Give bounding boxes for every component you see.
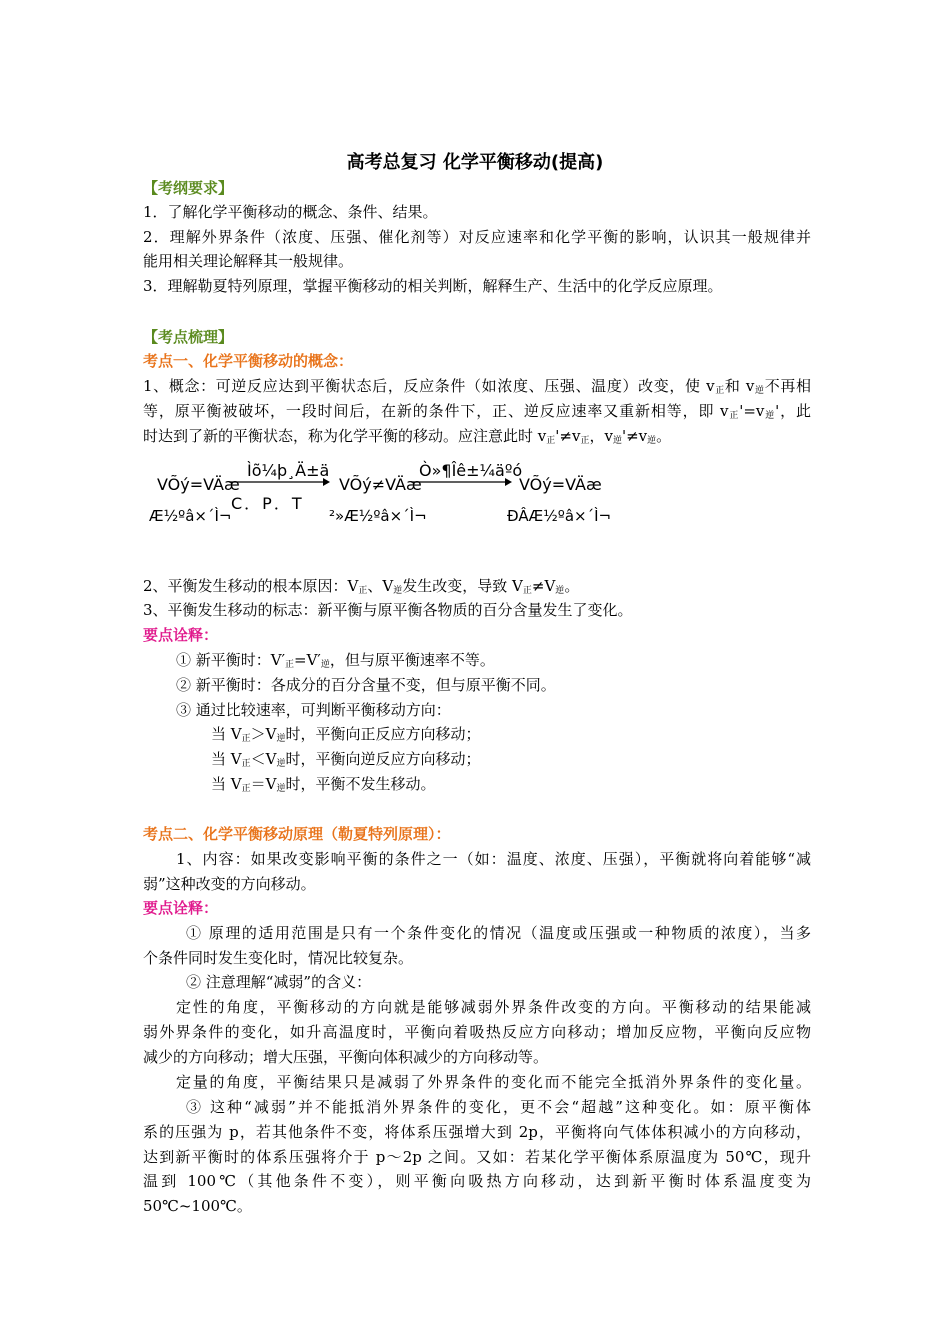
concept-line-3: 时达到了新的平衡状态，称为化学平衡的移动。应注意此时 $v_正'\ne v_正$，$v_逆'\ne v_逆$。 bbox=[143, 427, 672, 446]
qualitative-line-3: 减少的方向移动；增大压强，平衡向体积减少的方向移动等。 bbox=[143, 1048, 549, 1066]
qualitative-line-2: 弱外界条件的变化，如升高温度时，平衡向着吸热反应方向移动；增加反应物，平衡向反应物 bbox=[143, 1023, 811, 1041]
equilibrium-shift-diagram bbox=[143, 455, 663, 535]
concept-line-2: 等，原平衡被破坏，一段时间后，在新的条件下，正、逆反应速率又重新相等，即 $v_正'=v_逆'$，此 bbox=[143, 402, 811, 421]
notes-heading-1: 要点诠释： bbox=[143, 626, 219, 644]
shift-reason: 2、平衡发生移动的根本原因：$V_正$、$V_逆$发生改变，导致 $V_正\ne V_逆$。 bbox=[143, 577, 580, 596]
syllabus-item-1: 1．了解化学平衡移动的概念、条件、结果。 bbox=[143, 203, 438, 221]
compare-1: 当 $V_正>V_逆$时，平衡向正反应方向移动； bbox=[211, 725, 481, 744]
principle-note-3-line-4: 温到 100℃（其他条件不变），则平衡向吸热方向移动，达到新平衡时体系温度变为 bbox=[143, 1172, 811, 1190]
state2-bottom-label: ²»Æ½ºâ×´Ì¬ bbox=[329, 507, 427, 525]
review-heading: 【考点梳理】 bbox=[143, 328, 234, 346]
principle-note-3-line-5: 50℃~100℃。 bbox=[143, 1197, 252, 1215]
syllabus-item-3: 3．理解勒夏特列原理，掌握平衡移动的相关判断，解释生产、生活中的化学反应原理。 bbox=[143, 277, 723, 295]
arrow2-top-label: Ò»¶Îê±¼äºó bbox=[419, 461, 523, 480]
state1-top-label: VÕý=VÄæ bbox=[157, 475, 240, 494]
shift-sign: 3、平衡发生移动的标志：新平衡与原平衡各物质的百分含量发生了变化。 bbox=[143, 601, 633, 619]
qualitative-line-1: 定性的角度，平衡移动的方向就是能够减弱外界条件改变的方向。平衡移动的结果能减 bbox=[176, 998, 811, 1016]
concept-line-1: 1、概念：可逆反应达到平衡状态后，反应条件（如浓度、压强、温度）改变，使 $v_正$和 $v_逆$不再相 bbox=[143, 377, 811, 396]
point1-heading: 考点一、化学平衡移动的概念： bbox=[143, 352, 354, 370]
state2-top-label: VÕý≠VÄæ bbox=[339, 475, 422, 494]
note-1: ① 新平衡时：$V'_正=V'_逆$，但与原平衡速率不等。 bbox=[176, 651, 495, 670]
quantitative-line: 定量的角度，平衡结果只是减弱了外界条件的变化而不能完全抵消外界条件的变化量。 bbox=[176, 1073, 811, 1091]
principle-note-3-line-1: ③ 这种“减弱”并不能抵消外界条件的变化，更不会“超越”这种变化。如：原平衡体 bbox=[186, 1098, 811, 1116]
principle-note-1-line-2: 个条件同时发生变化时，情况比较复杂。 bbox=[143, 949, 414, 967]
principle-note-1-line-1: ① 原理的适用范围是只有一个条件变化的情况（温度或压强或一种物质的浓度），当多 bbox=[186, 924, 811, 942]
principle-note-3-line-2: 系的压强为 p，若其他条件不变，将体系压强增大到 2p，平衡将向气体体积减小的方向移动， bbox=[143, 1123, 811, 1141]
note-3: ③ 通过比较速率，可判断平衡移动方向： bbox=[176, 701, 451, 719]
state3-bottom-label: ÐÂÆ½ºâ×´Ì¬ bbox=[507, 507, 612, 525]
compare-2: 当 $V_正<V_逆$时，平衡向逆反应方向移动； bbox=[211, 750, 481, 769]
note-2: ② 新平衡时：各成分的百分含量不变，但与原平衡不同。 bbox=[176, 676, 556, 694]
state3-top-label: VÕý=VÄæ bbox=[519, 475, 602, 494]
syllabus-heading: 【考纲要求】 bbox=[143, 179, 234, 197]
principle-note-3-line-3: 达到新平衡时的体系压强将介于 p～2p 之间。又如：若某化学平衡体系原温度为 50℃，现升 bbox=[143, 1148, 811, 1166]
arrow1-bottom-label: C．P．T bbox=[231, 494, 304, 513]
compare-3: 当 $V_正=V_逆$时，平衡不发生移动。 bbox=[211, 775, 436, 794]
principle-content-1: 1、内容：如果改变影响平衡的条件之一（如：温度、浓度、压强），平衡就将向着能够“减 bbox=[176, 850, 811, 868]
state1-bottom-label: Æ½ºâ×´Ì¬ bbox=[149, 507, 232, 525]
principle-note-2: ② 注意理解“减弱”的含义： bbox=[186, 973, 372, 991]
arrow2-icon bbox=[409, 476, 513, 488]
arrow1-icon bbox=[227, 476, 331, 488]
arrow1-top-label: Ìõ¼þ¸Ä±ä bbox=[247, 461, 330, 480]
notes-heading-2: 要点诠释： bbox=[143, 899, 219, 917]
syllabus-item-2: 2．理解外界条件（浓度、压强、催化剂等）对反应速率和化学平衡的影响，认识其一般规律并 bbox=[143, 228, 811, 246]
point2-heading: 考点二、化学平衡移动原理（勒夏特列原理）： bbox=[143, 825, 451, 843]
syllabus-item-2-cont: 能用相关理论解释其一般规律。 bbox=[143, 252, 354, 270]
principle-content-2: 弱”这种改变的方向移动。 bbox=[143, 875, 316, 893]
page-title: 高考总复习 化学平衡移动(提高) bbox=[346, 152, 604, 173]
